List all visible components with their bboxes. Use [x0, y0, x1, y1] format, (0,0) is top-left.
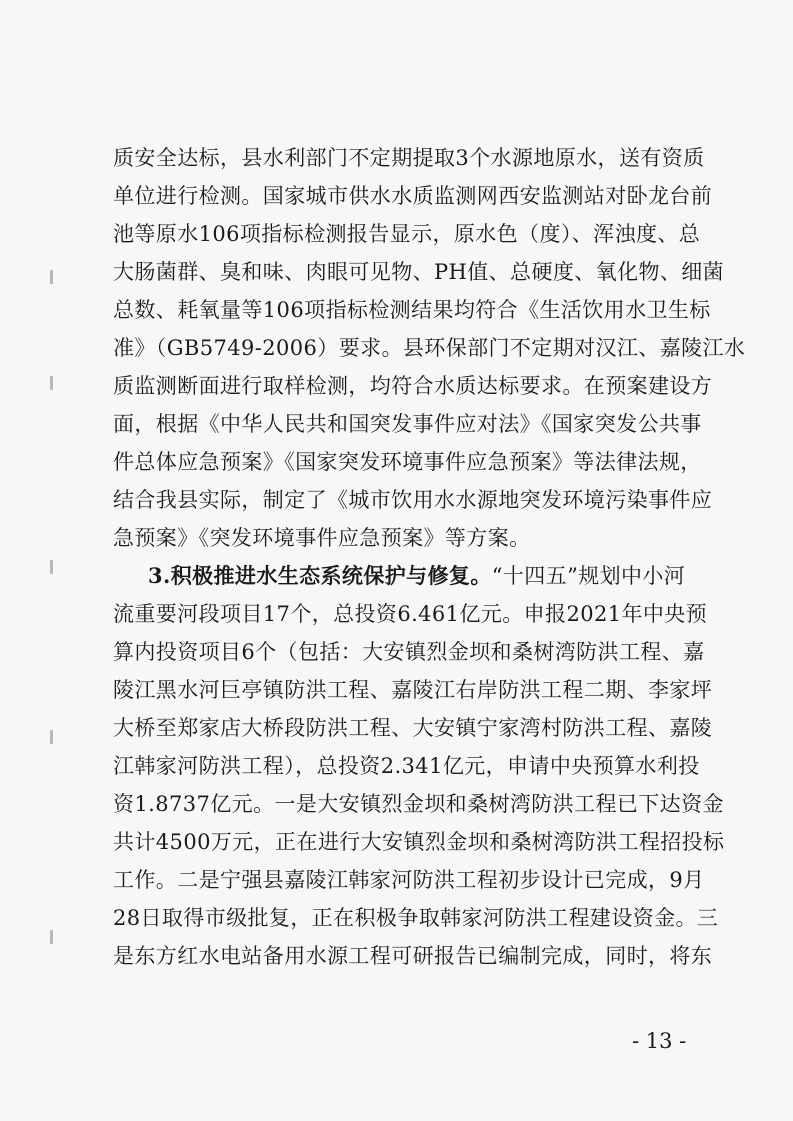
binding-mark: [50, 376, 53, 390]
body-text-line: 资1.8737亿元。一是大安镇烈金坝和桑树湾防洪工程已下达资金: [113, 792, 724, 816]
body-text-line: 大肠菌群、臭和味、肉眼可见物、PH值、总硬度、氧化物、细菌: [113, 260, 725, 284]
section-heading-line: [148, 561, 703, 591]
body-text-line: 急预案》《突发环境事件应急预案》等方案。: [113, 526, 531, 550]
body-text: “十四五”规划中小河: [491, 564, 686, 588]
binding-mark: [50, 930, 53, 944]
body-text-line: 结合我县实际，制定了《城市饮用水水源地突发环境污染事件应: [113, 488, 713, 512]
page-number: - 13 -: [632, 1029, 687, 1053]
body-text-line: 共计4500万元，正在进行大安镇烈金坝和桑树湾防洪工程招投标: [113, 830, 725, 854]
body-text-line: 单位进行检测。国家城市供水水质监测网西安监测站对卧龙台前: [113, 184, 713, 208]
body-text-line: 是东方红水电站备用水源工程可研报告已编制完成，同时，将东: [113, 944, 713, 968]
body-text-line: 陵江黑水河巨亭镇防洪工程、嘉陵江右岸防洪工程二期、李家坪: [113, 678, 713, 702]
body-text-line: 流重要河段项目17个，总投资6.461亿元。申报2021年中央预: [113, 602, 708, 626]
body-text-line: 28日取得市级批复，正在积极争取韩家河防洪工程建设资金。三: [113, 906, 719, 930]
body-text-line: 质安全达标，县水利部门不定期提取3个水源地原水，送有资质: [113, 146, 705, 170]
body-text-line: 大桥至郑家店大桥段防洪工程、大安镇宁家湾村防洪工程、嘉陵: [113, 716, 713, 740]
body-text-line: 算内投资项目6个（包括：大安镇烈金坝和桑树湾防洪工程、嘉: [113, 640, 705, 664]
body-text-line: 准》（GB5749-2006）要求。县环保部门不定期对汉江、嘉陵江水: [113, 336, 746, 360]
binding-mark: [50, 560, 53, 574]
body-text-line: 池等原水106项指标检测报告显示，原水色（度）、浑浊度、总: [113, 222, 701, 246]
body-text-line: 件总体应急预案》《国家突发环境事件应急预案》等法律法规，: [113, 450, 702, 474]
binding-mark: [50, 730, 53, 744]
body-text-line: 质监测断面进行取样检测，均符合水质达标要求。在预案建设方: [113, 374, 713, 398]
body-text-line: 面，根据《中华人民共和国突发事件应对法》《国家突发公共事: [113, 412, 702, 436]
section-heading: 3.积极推进水生态系统保护与修复。: [148, 563, 492, 588]
body-text-line: 总数、耗氧量等106项指标检测结果均符合《生活饮用水卫生标: [113, 298, 711, 322]
body-text-line: 工作。二是宁强县嘉陵江韩家河防洪工程初步设计已完成，9月: [113, 868, 705, 892]
binding-mark: [50, 270, 53, 284]
body-text-line: 江韩家河防洪工程），总投资2.341亿元，申请中央预算水利投: [113, 754, 700, 778]
